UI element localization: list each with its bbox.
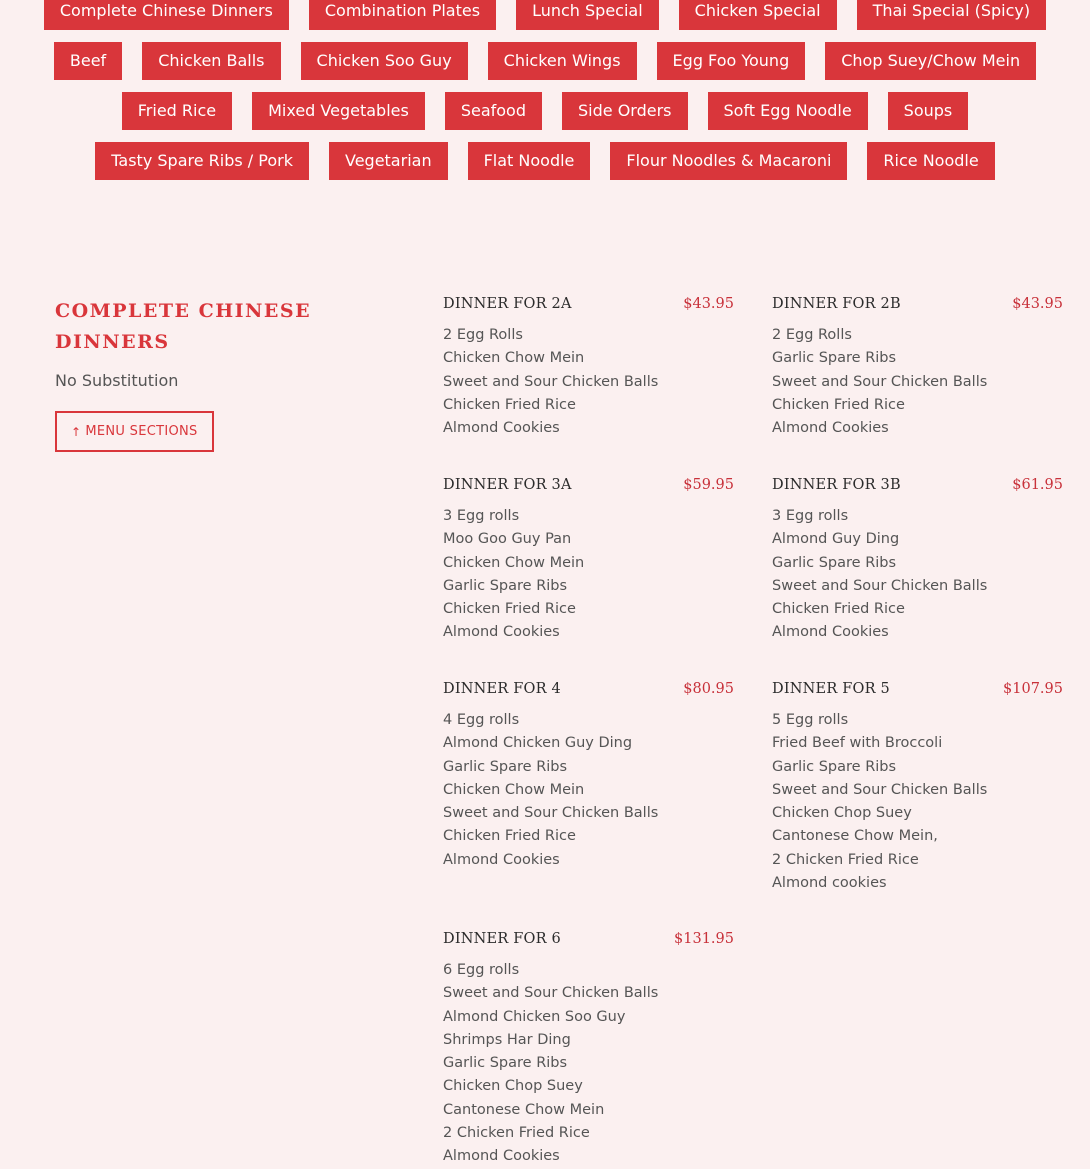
nav-button-chicken-balls[interactable]: Chicken Balls [142,42,280,80]
dinner-name: DINNER FOR 2B [772,296,901,312]
nav-button-soups[interactable]: Soups [888,92,969,130]
dinner-content-item: Sweet and Sour Chicken Balls [772,373,988,390]
dinner-header [443,681,734,703]
nav-button-combination-plates[interactable]: Combination Plates [309,0,496,30]
dinner-header [772,477,1063,499]
dinner-content-item: Chicken Fried Rice [443,396,576,413]
dinner-content-item: Sweet and Sour Chicken Balls [443,373,659,390]
dinner-content-item: Almond Cookies [443,1148,560,1165]
dinner-price: $61.95 [1012,477,1063,493]
dinner-name: DINNER FOR 6 [443,931,561,947]
nav-button-lunch-special[interactable]: Lunch Special [516,0,659,30]
nav-button-flat-noodle[interactable]: Flat Noodle [468,142,591,180]
dinner-price: $59.95 [683,477,734,493]
dinner-contents [443,709,734,872]
dinner-item [443,681,734,872]
dinner-contents [443,324,734,440]
nav-button-complete-chinese-dinners[interactable]: Complete Chinese Dinners [44,0,289,30]
dinner-item [443,931,734,1169]
dinner-content-item: Cantonese Chow Mein [443,1101,605,1118]
dinner-name: DINNER FOR 4 [443,681,561,697]
dinner-content-item: 2 Egg Rolls [443,327,523,343]
nav-button-mixed-vegetables[interactable]: Mixed Vegetables [252,92,425,130]
dinner-header [443,477,734,499]
menu-sections-label: MENU SECTIONS [85,424,198,439]
dinner-content-item: Almond Cookies [772,624,889,641]
dinner-content-item: Almond cookies [772,875,887,892]
dinner-content-item: Moo Goo Guy Pan [443,531,572,548]
dinner-content-item: Chicken Fried Rice [772,601,905,618]
dinner-content-item: Chicken Fried Rice [443,828,576,845]
dinner-content-item: Chicken Chow Mein [443,350,585,367]
dinner-price: $107.95 [1003,681,1063,697]
nav-button-thai-special-spicy[interactable]: Thai Special (Spicy) [857,0,1047,30]
dinner-price: $43.95 [683,296,734,312]
dinner-header [772,681,1063,703]
dinner-header [772,296,1063,318]
dinner-item [772,477,1063,645]
dinner-content-item: Sweet and Sour Chicken Balls [772,781,988,798]
nav-button-chicken-special[interactable]: Chicken Special [679,0,837,30]
nav-button-tasty-spare-ribs-pork[interactable]: Tasty Spare Ribs / Pork [95,142,309,180]
nav-button-side-orders[interactable]: Side Orders [562,92,688,130]
dinner-name: DINNER FOR 5 [772,681,890,697]
dinner-content-item: Almond Cookies [443,624,560,641]
dinner-item [443,296,734,440]
dinner-content-item: Chicken Chow Mein [443,781,585,798]
dinner-content-item: Garlic Spare Ribs [443,758,568,775]
dinner-content-item: Garlic Spare Ribs [772,758,897,775]
menu-section-nav [0,0,1090,180]
dinner-content-item: 5 Egg rolls [772,712,849,728]
dinner-content-item: 2 Egg Rolls [772,327,852,343]
dinner-content-item: Chicken Chop Suey [772,805,912,822]
dinner-content-item: 2 Chicken Fried Rice [772,851,919,868]
dinner-content-item: 3 Egg rolls [443,508,520,524]
dinner-price: $80.95 [683,681,734,697]
dinner-content-item: Sweet and Sour Chicken Balls [772,577,988,594]
section-title: COMPLETE CHINESE DINNERS [55,300,312,353]
dinner-content-item: Almond Chicken Soo Guy [443,1008,626,1025]
dinner-contents [772,709,1063,895]
nav-button-chicken-wings[interactable]: Chicken Wings [488,42,637,80]
dinner-content-item: Almond Guy Ding [772,531,900,548]
dinner-content-item: Shrimps Har Ding [443,1031,571,1048]
section-note: No Substitution [55,371,179,390]
dinner-content-item: 2 Chicken Fried Rice [443,1125,590,1142]
dinner-content-item: Garlic Spare Ribs [443,1055,568,1072]
nav-button-fried-rice[interactable]: Fried Rice [122,92,232,130]
dinner-content-item: Garlic Spare Ribs [772,554,897,571]
dinner-contents [443,505,734,645]
dinner-name: DINNER FOR 2A [443,296,572,312]
dinner-content-item: Almond Cookies [443,851,560,868]
menu-sections-button[interactable] [55,411,214,452]
dinner-content-item: Garlic Spare Ribs [443,577,568,594]
dinner-header [443,931,734,953]
dinner-content-item: Chicken Fried Rice [443,601,576,618]
nav-button-chop-suey-chow-mein[interactable]: Chop Suey/Chow Mein [825,42,1036,80]
dinner-contents [772,324,1063,440]
dinner-header [443,296,734,318]
dinner-contents [443,959,734,1169]
dinner-price: $43.95 [1012,296,1063,312]
dinner-contents [772,505,1063,645]
dinner-content-item: Chicken Fried Rice [772,396,905,413]
dinner-content-item: Garlic Spare Ribs [772,350,897,367]
nav-button-beef[interactable]: Beef [54,42,122,80]
dinner-content-item: Almond Chicken Guy Ding [443,735,633,752]
dinner-content-item: Cantonese Chow Mein, [772,828,938,845]
dinner-price: $131.95 [674,931,734,947]
nav-button-egg-foo-young[interactable]: Egg Foo Young [657,42,806,80]
dinner-item [772,296,1063,440]
nav-button-vegetarian[interactable]: Vegetarian [329,142,448,180]
dinner-content-item: Sweet and Sour Chicken Balls [443,805,659,822]
dinner-content-item: Chicken Chow Mein [443,554,585,571]
dinner-name: DINNER FOR 3A [443,477,572,493]
dinner-content-item: Almond Cookies [772,420,889,437]
dinner-content-item: 6 Egg rolls [443,962,520,978]
nav-button-soft-egg-noodle[interactable]: Soft Egg Noodle [708,92,868,130]
dinner-content-item: 3 Egg rolls [772,508,849,524]
dinner-content-item: Almond Cookies [443,420,560,437]
dinner-item [443,477,734,645]
arrow-up-icon: ↑ [71,424,82,439]
nav-button-seafood[interactable]: Seafood [445,92,542,130]
dinner-content-item: Chicken Chop Suey [443,1078,583,1095]
dinner-content-item: Sweet and Sour Chicken Balls [443,985,659,1002]
nav-button-rice-noodle[interactable]: Rice Noodle [867,142,994,180]
dinner-content-item: Fried Beef with Broccoli [772,735,943,752]
dinner-item [772,681,1063,895]
nav-button-flour-noodles-macaroni[interactable]: Flour Noodles & Macaroni [610,142,847,180]
dinner-content-item: 4 Egg rolls [443,712,520,728]
nav-button-chicken-soo-guy[interactable]: Chicken Soo Guy [301,42,468,80]
dinner-name: DINNER FOR 3B [772,477,901,493]
